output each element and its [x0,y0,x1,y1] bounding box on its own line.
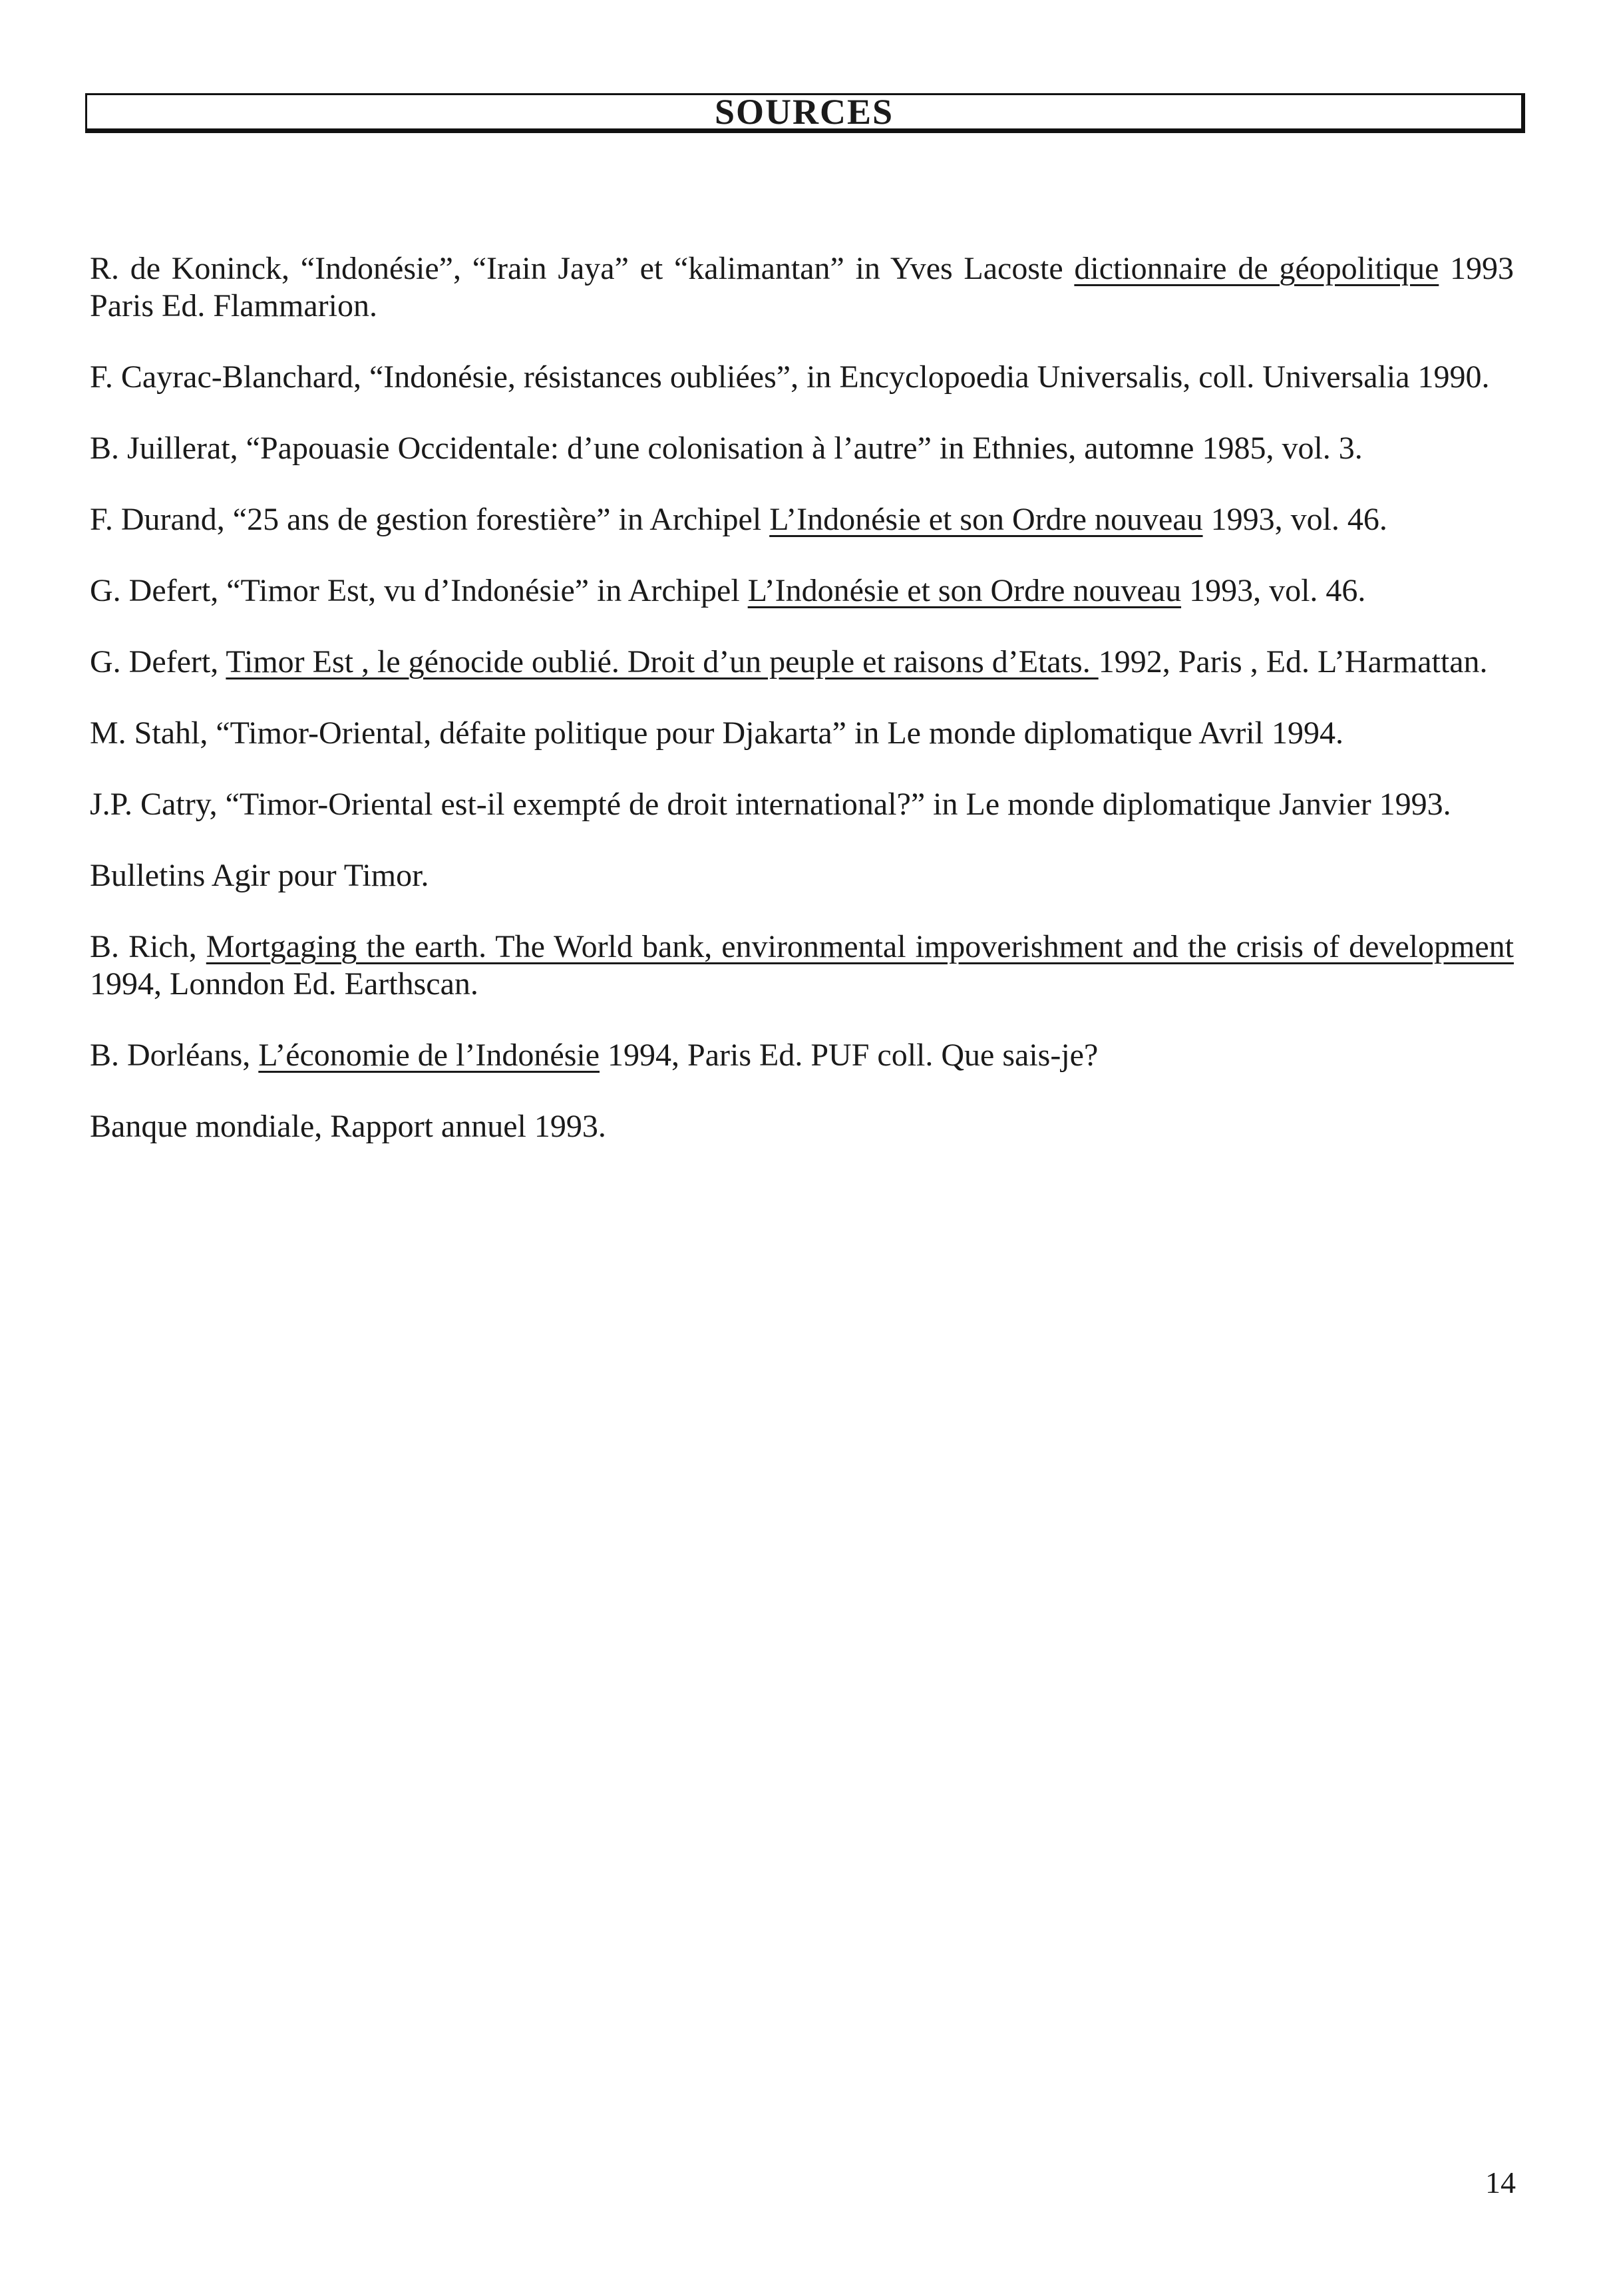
source-entry-12: Banque mondiale, Rapport annuel 1993. [90,1109,606,1144]
sources-heading-box [85,93,1525,133]
source-entry-8: J.P. Catry, “Timor-Oriental est-il exempté de droit international?” in Le monde diplomatique Janvier 1993. [90,787,1451,822]
source-entry-5: G. Defert, “Timor Est, vu d’Indonésie” in Archipel L’Indonésie et son Ordre nouveau 1993, vol. 46. [90,573,1366,608]
sources-list [90,250,1514,1179]
source-entry-6: G. Defert, Timor Est , le génocide oublié. Droit d’un peuple et raisons d’Etats. 1992, Paris , Ed. L’Harmattan. [90,644,1488,679]
source-entry-9: Bulletins Agir pour Timor. [90,858,429,893]
page-title: SOURCES [714,92,894,132]
source-entry-2: F. Cayrac-Blanchard, “Indonésie, résistances oubliées”, in Encyclopoedia Universalis, coll. Universalia 1990. [90,359,1490,395]
source-entry-11: B. Dorléans, L’économie de l’Indonésie 1994, Paris Ed. PUF coll. Que sais-je? [90,1038,1099,1073]
source-entry-1: R. de Koninck, “Indonésie”, “Irain Jaya” et “kalimantan” in Yves Lacoste dictionnaire de géopolitique 1993 Paris Ed. Flammarion. [90,251,1514,323]
page-number: 14 [1485,2166,1516,2200]
source-entry-4: F. Durand, “25 ans de gestion forestière” in Archipel L’Indonésie et son Ordre nouveau 1993, vol. 46. [90,502,1387,537]
source-entry-3: B. Juillerat, “Papouasie Occidentale: d’une colonisation à l’autre” in Ethnies, automne 1985, vol. 3. [90,431,1363,466]
source-entry-10: B. Rich, Mortgaging the earth. The World bank, environmental impoverishment and the crisis of development 1994, Lonndon Ed. Earthscan. [90,929,1514,1002]
source-entry-7: M. Stahl, “Timor-Oriental, défaite politique pour Djakarta” in Le monde diplomatique Avril 1994. [90,715,1343,751]
